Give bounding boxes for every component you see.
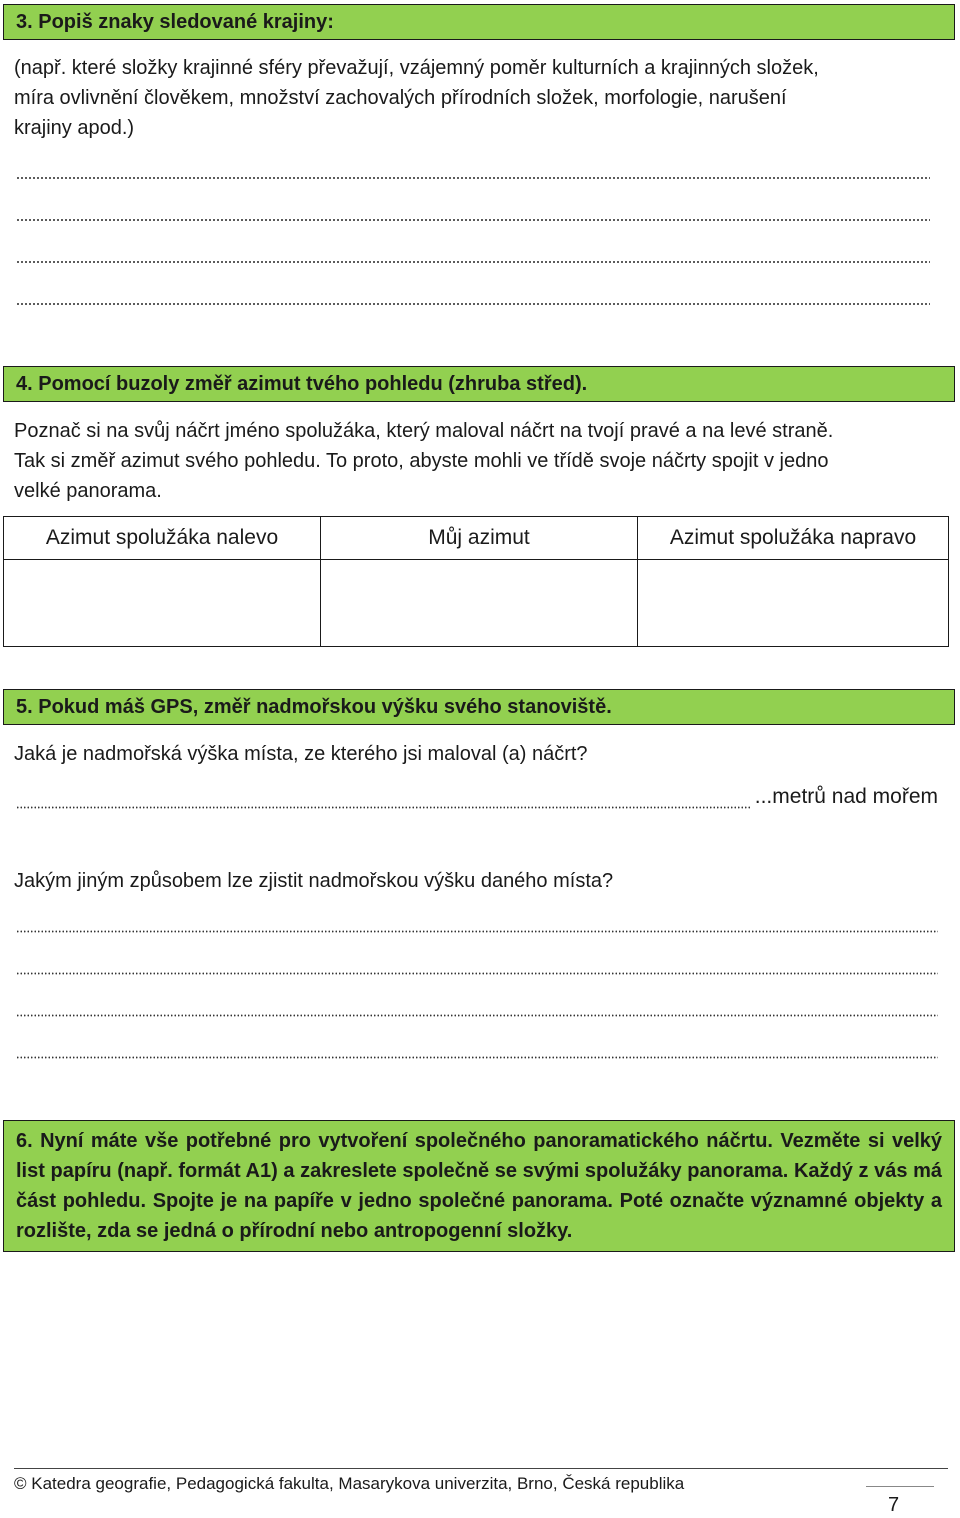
answer-line[interactable] <box>16 1056 938 1059</box>
section-3-heading: 3. Popiš znaky sledované krajiny: <box>3 4 955 40</box>
altitude-question: Jaká je nadmořská výška místa, ze kterého jsi maloval (a) náčrt? <box>14 743 588 765</box>
header-my-azimuth: Můj azimut <box>321 517 638 560</box>
section-3-hint-line-1: (např. které složky krajinné sféry převažují, vzájemný poměr kulturních a krajinných složek, <box>14 57 819 79</box>
altitude-answer-line[interactable] <box>16 806 752 809</box>
right-classmate-azimuth-cell[interactable] <box>638 560 949 647</box>
azimuth-table <box>3 516 949 647</box>
answer-line[interactable] <box>16 260 930 264</box>
section-4-line-1: Poznač si na svůj náčrt jméno spolužáka, který maloval náčrt na tvojí pravé a na levé straně. <box>14 420 834 442</box>
answer-line[interactable] <box>16 1014 938 1017</box>
section-5-heading: 5. Pokud máš GPS, změř nadmořskou výšku svého stanoviště. <box>3 689 955 725</box>
section-6-heading: 6. Nyní máte vše potřebné pro vytvoření společného panoramatického náčrtu. Vezměte si velký list papíru (např. formát A1) a zakreslete společně se svými spolužáky panorama. Každý z vás má část pohledu. Spojte je na papíře v jedno společné panorama. Poté označte významné objekty a rozlište, zda se jedná o přírodní nebo antropogenní složky. <box>3 1120 955 1252</box>
answer-line[interactable] <box>16 302 930 306</box>
section-3-hint-line-3: krajiny apod.) <box>14 117 135 139</box>
left-classmate-azimuth-cell[interactable] <box>4 560 321 647</box>
section-4-heading: 4. Pomocí buzoly změř azimut tvého pohledu (zhruba střed). <box>3 366 955 402</box>
answer-line[interactable] <box>16 972 938 975</box>
page-number: 7 <box>888 1494 900 1516</box>
section-4-line-2: Tak si změř azimut svého pohledu. To proto, abyste mohli ve třídě svoje náčrty spojit v jedno <box>14 450 829 472</box>
section-4-line-3: velké panorama. <box>14 480 162 502</box>
footer-copyright: © Katedra geografie, Pedagogická fakulta, Masarykova univerzita, Brno, Česká republika <box>14 1474 685 1493</box>
header-left-classmate-azimuth: Azimut spolužáka nalevo <box>4 517 321 560</box>
header-right-classmate-azimuth: Azimut spolužáka napravo <box>638 517 949 560</box>
page-number-divider <box>866 1486 934 1487</box>
altitude-method-question: Jakým jiným způsobem lze zjistit nadmořskou výšku daného místa? <box>14 870 614 892</box>
section-3-hint-line-2: míra ovlivnění člověkem, množství zachovalých přírodních složek, morfologie, narušení <box>14 87 787 109</box>
answer-line[interactable] <box>16 218 930 222</box>
footer-divider <box>14 1468 948 1469</box>
answer-line[interactable] <box>16 930 938 933</box>
answer-line[interactable] <box>16 176 930 180</box>
altitude-unit: ...metrů nad mořem <box>754 785 938 808</box>
my-azimuth-cell[interactable] <box>321 560 638 647</box>
